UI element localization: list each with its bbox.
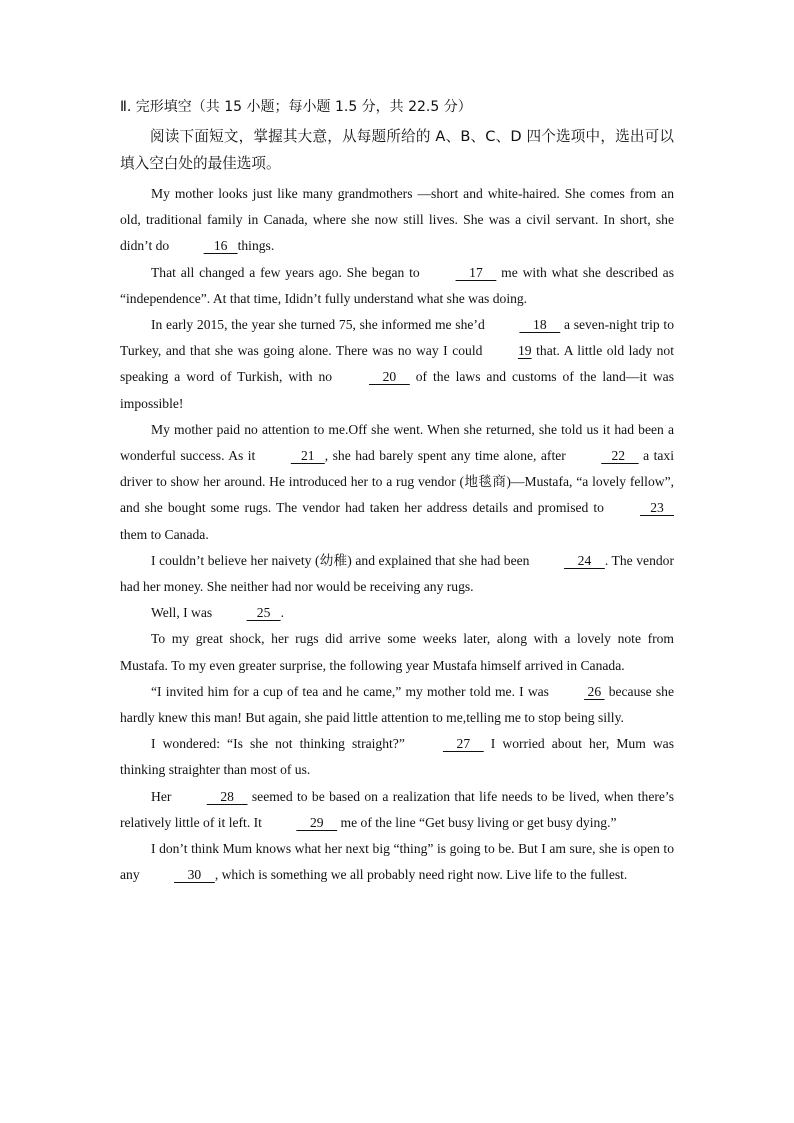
blank-27: 27 [442, 736, 484, 752]
paragraph-text: I don’t think Mum knows what her next big “thing” is going to be. But I am sure, she is open to any [120, 841, 674, 883]
blank-26: 26 [584, 683, 605, 699]
blank-29: 29 [296, 814, 338, 830]
paragraph-text: , she had barely spent any time alone, after [324, 448, 571, 464]
blank-16: 16 [203, 238, 238, 254]
paragraph-text: a taxi driver to show her around. He introduced her to a rug vendor (地毯商)—Mustafa, “a lovely fellow”, and she bought some rugs. The vendor had taken her address details and promised to [120, 448, 674, 516]
paragraph-text: things. [237, 238, 275, 254]
blank-30: 30 [174, 867, 215, 883]
blank-28: 28 [206, 788, 248, 804]
paragraph-text: of the laws and customs of the land—it was impossible! [120, 369, 674, 411]
paragraph-text: a seven-night trip to Turkey, and that she was going alone. There was no way I could [120, 317, 674, 359]
blank-21: 21 [290, 448, 325, 464]
passage-paragraph-8 [120, 679, 674, 731]
paragraph-text: I wondered: “Is she not thinking straight?” [151, 736, 412, 752]
paragraph-text: me with what she described as “independence”. At that time, Ididn’t fully understand what she was doing. [120, 264, 675, 306]
blank-18: 18 [519, 317, 561, 333]
paragraph-text: My mother looks just like many grandmothers —short and white-haired. She comes from an old, traditional family in Canada, where she now still lives. She was a civil servant. In short, she didn’t do [120, 186, 674, 254]
paragraph-text: In early 2015, the year she turned 75, she informed me she’d [151, 317, 489, 333]
passage-paragraph-6 [120, 600, 674, 626]
paragraph-text: that. A little old lady not speaking a word of Turkish, with no [120, 343, 674, 385]
paragraph-text: . [280, 605, 284, 621]
section-instructions: 阅读下面短文，掌握其大意，从每题所给的 A、B、C、D 四个选项中，选出可以填入空白处的最佳选项。 [120, 128, 674, 172]
blank-20: 20 [369, 369, 410, 385]
passage-paragraph-3 [120, 312, 674, 417]
paragraph-text: because she hardly knew this man! But again, she paid little attention to me,telling me to stop being silly. [120, 683, 674, 726]
blank-17: 17 [455, 264, 497, 280]
paragraph-text: , which is something we all probably need right now. Live life to the fullest. [214, 867, 628, 883]
paragraph-text: My mother paid no attention to me.Off she went. When she returned, she told us it had been a wonderful success. As it [120, 421, 674, 464]
paragraph-text: Well, I was [151, 605, 216, 621]
passage-paragraph-5 [120, 548, 674, 600]
paragraph-text: Her [151, 788, 176, 804]
blank-19: 19 [517, 343, 532, 359]
passage-paragraph-4 [120, 417, 674, 548]
paragraph-text: That all changed a few years ago. She began to [151, 264, 425, 280]
paragraph-text: I couldn’t believe her naivety (幼稚) and explained that she had been [151, 552, 534, 568]
blank-22: 22 [601, 448, 639, 464]
blank-25: 25 [246, 605, 281, 621]
blank-23: 23 [640, 500, 674, 516]
passage-paragraph-7 [120, 626, 674, 678]
paragraph-text: “I invited him for a cup of tea and he came,” my mother told me. I was [151, 683, 554, 699]
paragraph-text: I worried about her, Mum was thinking straighter than most of us. [120, 736, 674, 778]
paragraph-text: To my great shock, her rugs did arrive some weeks later, along with a lovely note from Mustafa. To my even greater surprise, the following year Mustafa himself arrived in Canada. [120, 631, 674, 673]
paragraph-text: them to Canada. [120, 526, 209, 542]
passage-paragraph-9 [120, 731, 674, 783]
passage-paragraph-10 [120, 784, 674, 836]
paragraph-text: me of the line “Get busy living or get busy dying.” [337, 814, 617, 830]
blank-24: 24 [564, 552, 605, 568]
section-heading: Ⅱ. 完形填空（共 15 小题；每小题 1.5 分，共 22.5 分） [120, 99, 472, 115]
paragraph-text: seemed to be based on a realization that life needs to be lived, when there’s relatively little of it left. It [120, 788, 674, 830]
passage-paragraph-2 [120, 260, 674, 312]
passage-paragraph-1 [120, 181, 674, 260]
paragraph-text: . The vendor had her money. She neither had nor would be receiving any rugs. [120, 552, 674, 595]
exam-page [120, 96, 674, 888]
passage-paragraph-11 [120, 836, 674, 888]
